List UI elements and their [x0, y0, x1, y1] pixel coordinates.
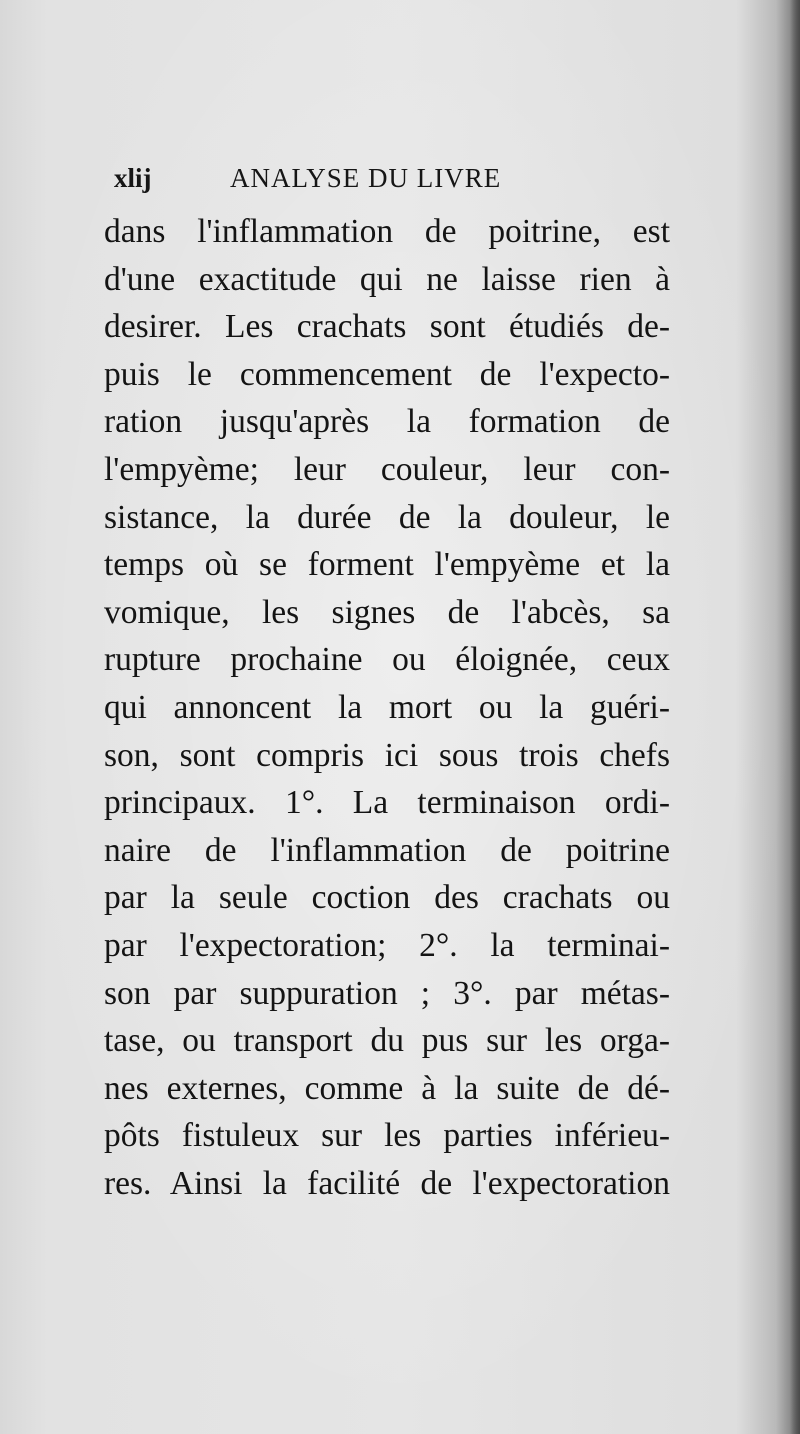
running-title: ANALYSE DU LIVRE — [230, 163, 502, 193]
text-line: son, sont compris ici sous trois chefs — [104, 736, 670, 774]
text-line: res. Ainsi la facilité de l'expectoration — [104, 1164, 670, 1202]
text-line: son par suppuration ; 3°. par métas- — [104, 974, 670, 1012]
text-line: tase, ou transport du pus sur les orga- — [104, 1022, 670, 1060]
page-number: xlij — [114, 163, 152, 193]
text-line: temps où se forment l'empyème et la — [104, 546, 670, 584]
text-line: naire de l'inflammation de poitrine — [104, 831, 670, 869]
body-text — [104, 208, 670, 1207]
text-line: principaux. 1°. La terminaison ordi- — [104, 784, 670, 822]
text-line: ration jusqu'après la formation de — [104, 403, 670, 441]
text-line: l'empyème; leur couleur, leur con- — [104, 450, 670, 488]
book-gutter-shadow — [790, 0, 800, 1434]
text-line: vomique, les signes de l'abcès, sa — [104, 593, 670, 631]
text-line: puis le commencement de l'expecto- — [104, 355, 670, 393]
text-line: qui annoncent la mort ou la guéri- — [104, 688, 670, 726]
text-line: par la seule coction des crachats ou — [104, 879, 670, 917]
page-header — [114, 163, 674, 201]
text-line: nes externes, comme à la suite de dé- — [104, 1069, 670, 1107]
text-line: desirer. Les crachats sont étudiés de- — [104, 308, 670, 346]
text-line: dans l'inflammation de poitrine, est — [104, 213, 670, 250]
text-line: sistance, la durée de la douleur, le — [104, 498, 670, 536]
text-line: par l'expectoration; 2°. la terminai- — [104, 926, 670, 964]
text-line: rupture prochaine ou éloignée, ceux — [104, 641, 670, 679]
text-line: pôts fistuleux sur les parties inférieu- — [104, 1117, 670, 1155]
text-line: d'une exactitude qui ne laisse rien à — [104, 260, 670, 298]
